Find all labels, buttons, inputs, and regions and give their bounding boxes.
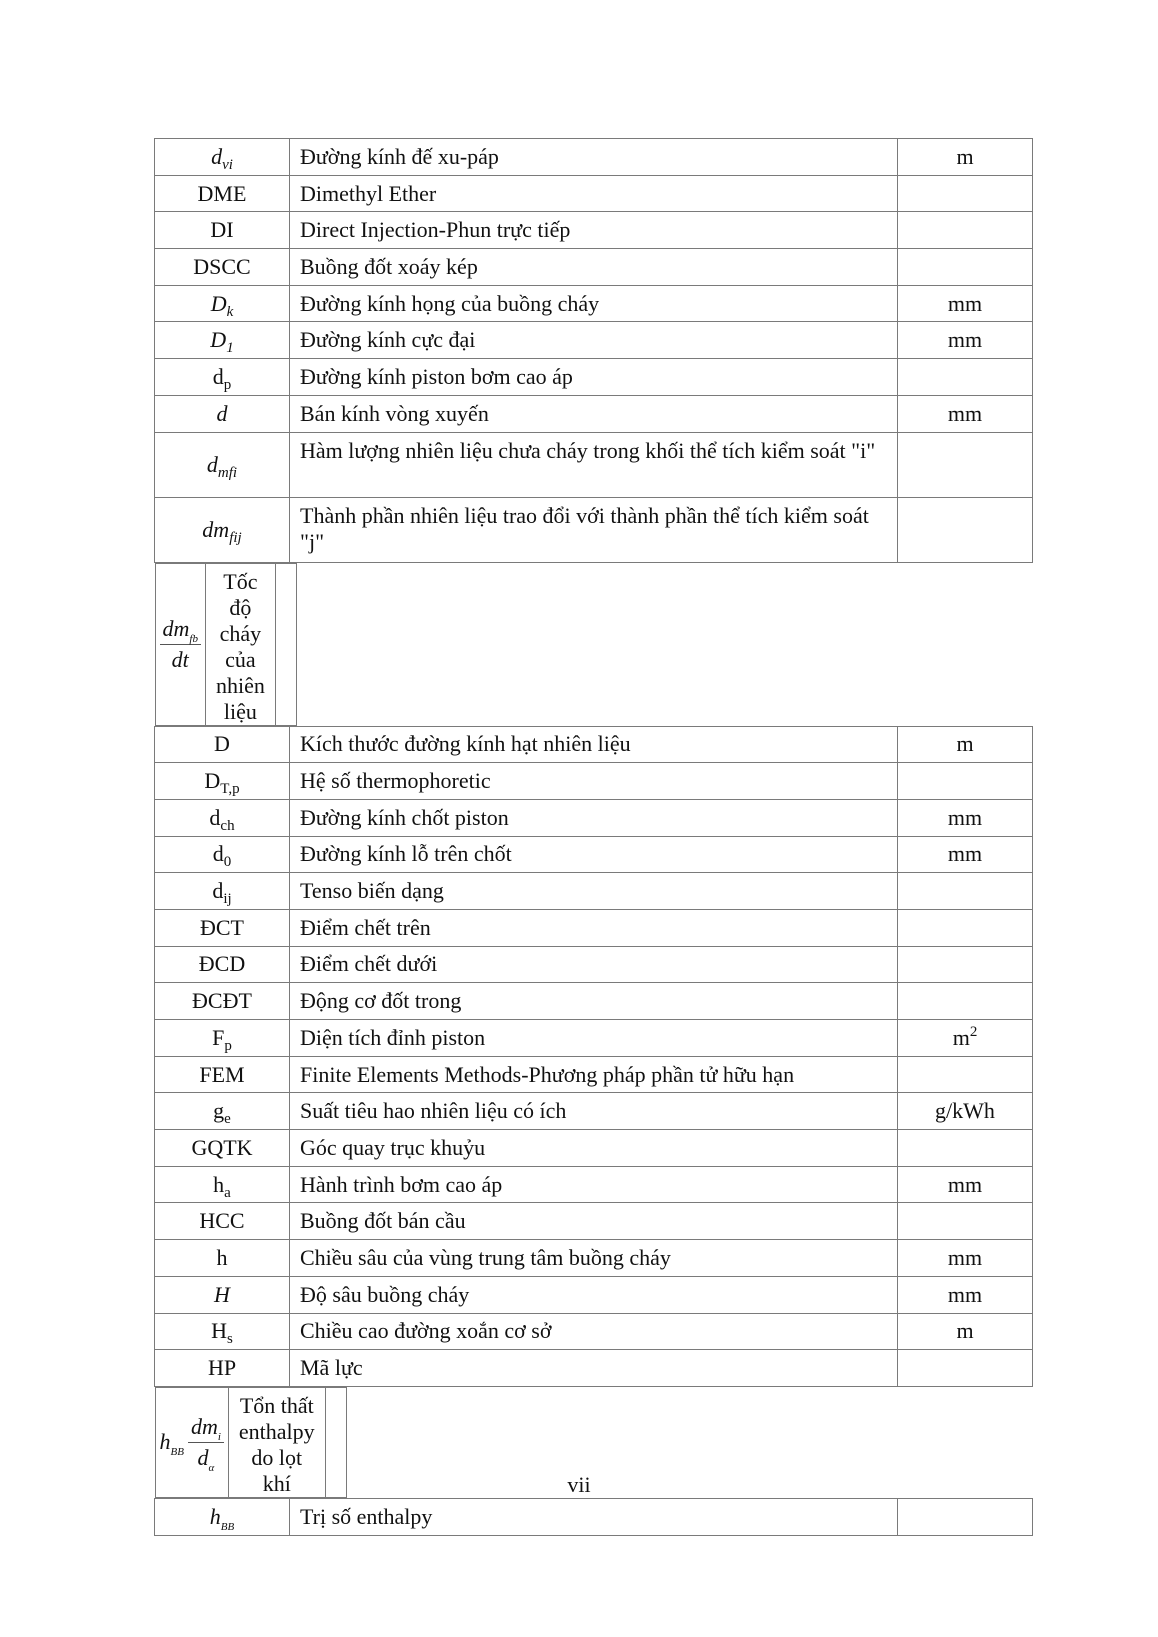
symbol [206, 451, 238, 481]
symbols-table [154, 138, 1033, 1536]
symbol-cell [155, 909, 290, 946]
symbol-subscript: fb [189, 632, 198, 645]
symbol [199, 951, 245, 976]
symbol-subscript: vi [222, 156, 233, 173]
table-row [155, 763, 1033, 800]
symbol-base: d [211, 143, 223, 169]
denominator-base: dt [171, 646, 189, 672]
symbol-cell [155, 1350, 290, 1387]
table-row [155, 909, 1033, 946]
symbol-base: D [210, 290, 227, 316]
symbol-base: F [212, 1024, 225, 1050]
unit-text: mm [947, 1281, 983, 1307]
symbol [209, 804, 235, 834]
denominator-base: d [197, 1444, 209, 1470]
table-row [155, 836, 1033, 873]
table-row [155, 1313, 1033, 1350]
symbol-base: DME [197, 180, 247, 206]
description-cell: Chiều cao đường xoắn cơ sở [290, 1313, 898, 1350]
table-row [155, 249, 1033, 286]
unit-cell [898, 909, 1033, 946]
description-cell: Động cơ đốt trong [290, 983, 898, 1020]
table-row [155, 1498, 1033, 1535]
unit-cell [898, 1093, 1033, 1130]
description-cell: Thành phần nhiên liệu trao đổi với thành phần thể tích kiểm soát "j" [290, 497, 898, 562]
symbol-subscript: mfi [217, 464, 238, 481]
symbol-cell [155, 1203, 290, 1240]
unit-text: mm [947, 400, 983, 426]
unit-cell [898, 1240, 1033, 1277]
symbol [204, 768, 240, 798]
symbol-cell [155, 946, 290, 983]
description-cell: Buồng đốt xoáy kép [290, 249, 898, 286]
description-cell: Điểm chết dưới [290, 946, 898, 983]
symbol [214, 1282, 230, 1307]
description-cell: Suất tiêu hao nhiên liệu có ích [290, 1093, 898, 1130]
symbol-base: d [212, 878, 224, 904]
symbol [209, 1503, 235, 1533]
description-cell: Dimethyl Ether [290, 175, 898, 212]
symbol-cell [155, 497, 290, 562]
description-cell: Tổn thất enthalpy do lọt khí [228, 1387, 325, 1497]
description-cell: Buồng đốt bán cầu [290, 1203, 898, 1240]
unit-cell [898, 249, 1033, 286]
symbol-base: H [211, 1318, 228, 1344]
description-cell: Độ sâu buồng cháy [290, 1276, 898, 1313]
unit-cell [898, 175, 1033, 212]
table-row [155, 1166, 1033, 1203]
unit-cell [898, 1313, 1033, 1350]
symbol-cell [155, 359, 290, 396]
symbol-subscript: 0 [223, 854, 232, 871]
symbol-fraction [188, 1412, 224, 1473]
symbol [208, 1355, 236, 1380]
unit-cell [898, 395, 1033, 432]
symbol-subscript: T,p [220, 781, 240, 798]
symbol-base: FEM [199, 1061, 245, 1087]
symbol-cell [155, 1313, 290, 1350]
symbol-cell [155, 139, 290, 176]
symbol [192, 988, 252, 1013]
symbol-base: D [204, 768, 221, 794]
table-row [155, 726, 1033, 763]
table-row [155, 1020, 1033, 1057]
symbol-base: dm [202, 516, 230, 542]
symbol-base: HCC [199, 1208, 245, 1234]
symbol-base: DSCC [193, 253, 251, 279]
symbol [217, 401, 228, 426]
symbol [202, 516, 242, 546]
table-row [155, 873, 1033, 910]
symbol-subscript: i [217, 1430, 221, 1443]
table-row [155, 212, 1033, 249]
description-cell: Điểm chết trên [290, 909, 898, 946]
symbol-subscript: BB [220, 1520, 235, 1533]
table-row [155, 946, 1033, 983]
symbol [211, 1318, 233, 1348]
unit-text: mm [947, 841, 983, 867]
description-cell: Direct Injection-Phun trực tiếp [290, 212, 898, 249]
unit-text: m [956, 143, 974, 169]
unit-cell [898, 873, 1033, 910]
table-row [155, 799, 1033, 836]
symbol-cell [155, 249, 290, 286]
symbol-cell [155, 1020, 290, 1057]
symbol-cell [155, 563, 205, 725]
symbol [198, 181, 247, 206]
symbol-prefix [159, 1429, 184, 1459]
description-cell: Góc quay trục khuỷu [290, 1130, 898, 1167]
table-row [155, 1130, 1033, 1167]
unit-cell [275, 563, 296, 725]
description-cell: Tốc độ cháy của nhiên liệu [205, 563, 275, 725]
symbol [214, 731, 230, 756]
symbol-subscript: BB [170, 1446, 184, 1459]
symbol-subscript: e [224, 1111, 231, 1128]
symbol-subscript: 1 [226, 340, 234, 357]
table-row [155, 395, 1033, 432]
symbol [212, 878, 232, 908]
description-cell: Mã lực [290, 1350, 898, 1387]
unit-cell [898, 1130, 1033, 1167]
table-row [155, 1350, 1033, 1387]
symbol [212, 1024, 232, 1054]
page-number: vii [567, 1472, 591, 1497]
numerator-base: dm [162, 615, 190, 641]
symbol-subscript: k [226, 303, 234, 320]
fraction-denominator [188, 1443, 224, 1473]
unit-cell [898, 1056, 1033, 1093]
symbol-subscript: p [223, 376, 232, 393]
symbol-subscript: ij [223, 891, 232, 908]
symbol-cell [155, 983, 290, 1020]
symbol-subscript: fij [229, 529, 242, 546]
unit-cell [898, 799, 1033, 836]
description-cell: Đường kính chốt piston [290, 799, 898, 836]
symbol [217, 1245, 228, 1270]
unit-cell [898, 836, 1033, 873]
unit-text: m [956, 731, 974, 757]
table-row [155, 983, 1033, 1020]
symbol-base: d [209, 804, 221, 830]
symbol-base: d [212, 841, 224, 867]
unit-cell [898, 1276, 1033, 1313]
table-row [155, 1056, 1033, 1093]
table-row [155, 322, 1033, 359]
symbol [212, 841, 232, 871]
description-cell: Đường kính họng của buồng cháy [290, 285, 898, 322]
symbol-cell [155, 726, 290, 763]
symbol-base: ĐCD [198, 951, 246, 977]
description-cell: Đường kính đế xu-páp [290, 139, 898, 176]
table-row [155, 432, 1033, 497]
description-cell: Kích thước đường kính hạt nhiên liệu [290, 726, 898, 763]
unit-cell [898, 1020, 1033, 1057]
description-cell: Hệ số thermophoretic [290, 763, 898, 800]
unit-cell [898, 432, 1033, 497]
fraction-numerator [160, 614, 201, 645]
symbol-cell [155, 873, 290, 910]
table-row [155, 563, 297, 726]
unit-cell [898, 139, 1033, 176]
description-cell: Hành trình bơm cao áp [290, 1166, 898, 1203]
symbol-cell [155, 1093, 290, 1130]
fraction-denominator [160, 645, 201, 675]
symbol-cell [155, 1498, 290, 1535]
unit-text: mm [947, 1171, 983, 1197]
unit-text: mm [947, 1244, 983, 1270]
unit-text: mm [947, 804, 983, 830]
unit-text: m [956, 1318, 974, 1344]
symbol-subscript: ch [220, 817, 235, 834]
unit-cell [898, 946, 1033, 983]
description-cell: Đường kính lỗ trên chốt [290, 836, 898, 873]
symbol-base: d [216, 400, 228, 426]
description-cell: Đường kính piston bơm cao áp [290, 359, 898, 396]
symbol-base: D [214, 731, 230, 757]
unit-cell [898, 1350, 1033, 1387]
table-row [155, 1276, 1033, 1313]
unit-superscript: 2 [969, 1023, 978, 1040]
unit-cell [898, 359, 1033, 396]
symbol-base: h [216, 1244, 228, 1270]
symbol-base: g [213, 1098, 225, 1124]
table-row [155, 497, 1033, 562]
symbol-base: ĐCT [200, 914, 244, 940]
symbol-subscript: p [224, 1037, 232, 1054]
symbol-prefix-base: h [159, 1429, 171, 1455]
symbol-cell [155, 212, 290, 249]
table-row [155, 1203, 1033, 1240]
symbol-cell [155, 799, 290, 836]
table-row [155, 175, 1033, 212]
unit-cell [898, 212, 1033, 249]
symbol-cell [155, 1166, 290, 1203]
symbol [211, 143, 233, 173]
symbol [210, 327, 234, 357]
description-cell: Hàm lượng nhiên liệu chưa cháy trong khối thể tích kiểm soát "i" [290, 432, 898, 497]
unit-text: m [952, 1024, 970, 1050]
unit-cell [898, 322, 1033, 359]
symbol-subscript: a [224, 1184, 231, 1201]
symbol [200, 915, 244, 940]
symbol-base: GQTK [191, 1134, 253, 1160]
symbol-cell [155, 763, 290, 800]
unit-text: mm [947, 290, 983, 316]
description-cell: Bán kính vòng xuyến [290, 395, 898, 432]
symbol [210, 290, 234, 320]
unit-cell [898, 1203, 1033, 1240]
symbol-cell [155, 1240, 290, 1277]
symbol-cell [155, 432, 290, 497]
symbol [210, 217, 233, 242]
table-row [155, 359, 1033, 396]
symbol-base: ĐCĐT [192, 988, 252, 1014]
numerator-base: dm [190, 1413, 218, 1439]
symbol-base: HP [207, 1355, 237, 1381]
symbol-cell [155, 1130, 290, 1167]
symbol-base: h [209, 1503, 221, 1529]
symbol [199, 1208, 244, 1233]
symbol [212, 363, 232, 393]
symbol [213, 1098, 231, 1128]
symbol-cell [155, 836, 290, 873]
symbol-cell [155, 395, 290, 432]
description-cell: Trị số enthalpy [290, 1498, 898, 1535]
description-cell: Chiều sâu của vùng trung tâm buồng cháy [290, 1240, 898, 1277]
symbol-cell [155, 175, 290, 212]
unit-cell [898, 983, 1033, 1020]
symbol-base: h [213, 1171, 225, 1197]
symbol-subscript: α [208, 1461, 215, 1474]
symbol-fraction [160, 614, 201, 675]
symbol-base: D [210, 327, 227, 353]
unit-cell [898, 726, 1033, 763]
symbol-expression [160, 614, 201, 675]
unit-cell [898, 497, 1033, 562]
table-row [155, 1093, 1033, 1130]
symbol-cell [155, 1276, 290, 1313]
symbol-cell [155, 1056, 290, 1093]
unit-text: g/kWh [935, 1098, 995, 1124]
table-row [155, 285, 1033, 322]
table-row [155, 139, 1033, 176]
symbol-base: d [212, 363, 224, 389]
fraction-numerator [188, 1412, 224, 1443]
description-cell: Đường kính cực đại [290, 322, 898, 359]
symbol-subscript: s [227, 1331, 233, 1348]
unit-cell [898, 285, 1033, 322]
unit-cell [898, 763, 1033, 800]
symbol-base: d [206, 451, 218, 477]
description-cell: Finite Elements Methods-Phương pháp phần tử hữu hạn [290, 1056, 898, 1093]
symbol-cell [155, 322, 290, 359]
description-cell: Diện tích đỉnh piston [290, 1020, 898, 1057]
symbol [191, 1135, 252, 1160]
symbol [193, 254, 250, 279]
symbol [213, 1171, 231, 1201]
symbol-cell [155, 285, 290, 322]
symbol-base: DI [210, 217, 234, 243]
unit-text: mm [947, 327, 983, 353]
description-cell: Tenso biến dạng [290, 873, 898, 910]
symbol-expression [160, 1412, 224, 1473]
unit-cell [898, 1166, 1033, 1203]
symbol [199, 1062, 244, 1087]
table-row [155, 1240, 1033, 1277]
symbols-table-body [155, 139, 1033, 1536]
symbol-base: H [214, 1281, 230, 1307]
unit-cell [898, 1498, 1033, 1535]
